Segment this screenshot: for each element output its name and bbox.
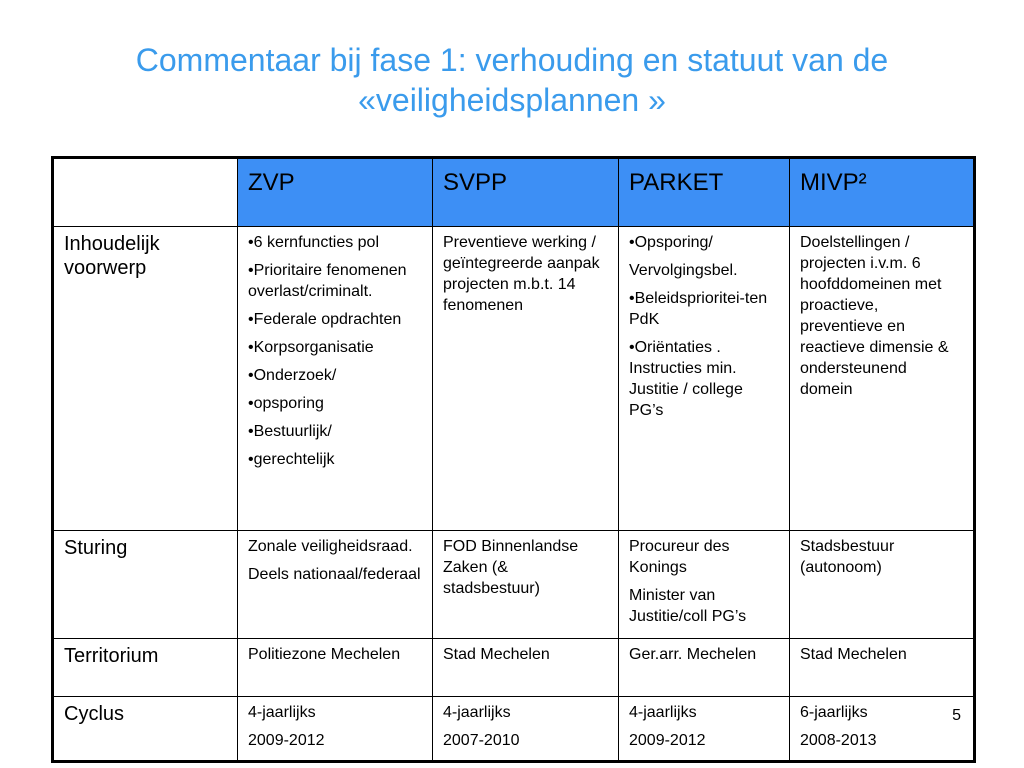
- cell-terr-mivp: [790, 639, 975, 697]
- cell-item: Ger.arr. Mechelen: [629, 646, 757, 663]
- cell-sturing-mivp: [790, 531, 975, 639]
- cell-inhoud-svpp: [433, 227, 619, 531]
- cell-cyclus-svpp: [433, 697, 619, 762]
- cell-item: Politiezone Mechelen: [248, 646, 401, 663]
- cell-item: •Prioritaire fenomenen overlast/criminalt.: [248, 262, 407, 300]
- cell-cyclus-mivp: [790, 697, 975, 762]
- cell-item: 2009-2012: [629, 732, 706, 749]
- slide-title-line-1: Commentaar bij fase 1: verhouding en statuut van de: [135, 42, 889, 78]
- cell-cyclus-zvp: [238, 697, 433, 762]
- cell-item: Stadsbestuur (autonoom): [800, 538, 895, 576]
- cell-item: Stad Mechelen: [443, 646, 550, 663]
- row-label-inhoudelijk-voorwerp: Inhoudelijk voorwerp: [53, 227, 238, 531]
- cell-item: 4-jaarlijks: [248, 704, 316, 721]
- cell-item: •Beleidsprioritei-ten PdK: [629, 290, 768, 328]
- cell-item: •opsporing: [248, 395, 324, 412]
- cell-item: FOD Binnenlandse Zaken (& stadsbestuur): [443, 538, 579, 597]
- cell-item: •gerechtelijk: [248, 451, 335, 468]
- cell-item: Stad Mechelen: [800, 646, 907, 663]
- row-label-cyclus: Cyclus: [53, 697, 238, 762]
- table-header-row: [53, 158, 975, 227]
- cell-item: •Opsporing/: [629, 234, 713, 251]
- cell-item: •Oriëntaties . Instructies min. Justitie / college PG’s: [629, 339, 743, 419]
- cell-sturing-svpp: [433, 531, 619, 639]
- header-zvp: ZVP: [238, 158, 433, 227]
- cell-item: •Korpsorganisatie: [248, 339, 374, 356]
- cell-terr-parket: [619, 639, 790, 697]
- cell-item: Vervolgingsbel.: [629, 262, 738, 279]
- cell-inhoud-zvp: [238, 227, 433, 531]
- cell-item: 2007-2010: [443, 732, 520, 749]
- cell-item: 2009-2012: [248, 732, 325, 749]
- comparison-table: [51, 156, 976, 763]
- page-number: 5: [952, 707, 961, 724]
- table-row: [53, 227, 975, 531]
- cell-cyclus-parket: [619, 697, 790, 762]
- cell-item: 4-jaarlijks: [443, 704, 511, 721]
- cell-item: •Federale opdrachten: [248, 311, 402, 328]
- row-label-territorium: Territorium: [53, 639, 238, 697]
- cell-sturing-parket: [619, 531, 790, 639]
- cell-item: 4-jaarlijks: [629, 704, 697, 721]
- cell-item: •Bestuurlijk/: [248, 423, 332, 440]
- table-row: [53, 697, 975, 762]
- cell-item: Doelstellingen / projecten i.v.m. 6 hoofddomeinen met proactieve, preventieve en reactieve dimensie & ondersteunend domein: [800, 234, 949, 398]
- row-label-sturing: Sturing: [53, 531, 238, 639]
- cell-terr-zvp: [238, 639, 433, 697]
- cell-item: 6-jaarlijks: [800, 704, 868, 721]
- cell-item: Zonale veiligheidsraad.: [248, 538, 413, 555]
- cell-item: Minister van Justitie/coll PG’s: [629, 587, 747, 625]
- header-mivp: MIVP²: [790, 158, 975, 227]
- cell-inhoud-parket: [619, 227, 790, 531]
- header-corner-cell: [53, 158, 238, 227]
- cell-sturing-zvp: [238, 531, 433, 639]
- cell-item: •6 kernfuncties pol: [248, 234, 380, 251]
- cell-item: Preventieve werking / geïntegreerde aanpak projecten m.b.t. 14 fenomenen: [443, 234, 600, 314]
- table-row: [53, 639, 975, 697]
- header-parket: PARKET: [619, 158, 790, 227]
- header-svpp: SVPP: [433, 158, 619, 227]
- cell-terr-svpp: [433, 639, 619, 697]
- cell-item: Deels nationaal/federaal: [248, 566, 421, 583]
- cell-item: Procureur des Konings: [629, 538, 730, 576]
- cell-item: 2008-2013: [800, 732, 877, 749]
- slide-title-line-2: «veiligheidsplannen »: [358, 82, 666, 118]
- table-row: [53, 531, 975, 639]
- slide-title: [0, 40, 1024, 120]
- cell-item: •Onderzoek/: [248, 367, 337, 384]
- cell-inhoud-mivp: [790, 227, 975, 531]
